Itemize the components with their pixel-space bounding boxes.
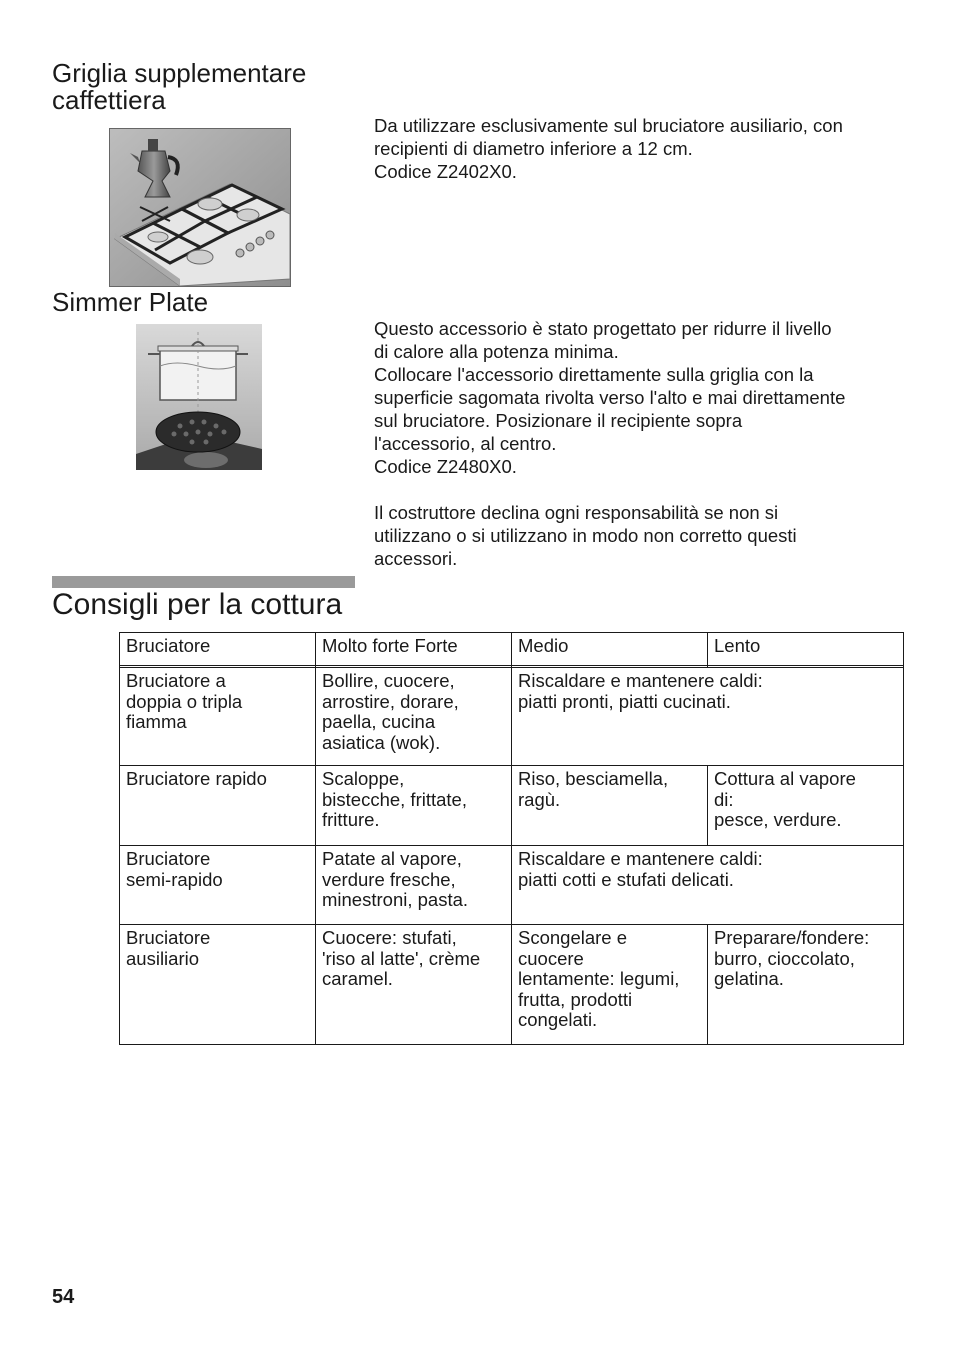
paragraph-line: sul bruciatore. Posizionare il recipiente sopra — [374, 410, 743, 431]
low-cell: Cottura al vapore di: pesce, verdure. — [708, 766, 904, 846]
section-divider-bar — [52, 576, 355, 588]
header-cell: Medio — [512, 633, 708, 666]
cooking-table — [119, 632, 904, 1045]
title-line: Griglia supplementare — [52, 58, 307, 88]
medium-low-cell: Riscaldare e mantenere caldi: piatti pronti, piatti cucinati. — [512, 668, 904, 766]
page-number: 54 — [52, 1286, 75, 1308]
header-cell: Molto forte Forte — [316, 633, 512, 666]
burner-cell: Bruciatore rapido — [120, 766, 316, 846]
medium-cell: Scongelare e cuocere lentamente: legumi, frutta, prodotti congelati. — [512, 925, 708, 1045]
paragraph-line: superficie sagomata rivolta verso l'alto e mai direttamente — [374, 387, 846, 408]
paragraph-line: l'accessorio, al centro. — [374, 433, 557, 454]
section-title-griglia — [52, 60, 306, 114]
low-cell: Preparare/fondere: burro, cioccolato, gelatina. — [708, 925, 904, 1045]
burner-cell: Bruciatore semi-rapido — [120, 846, 316, 925]
paragraph-spacer — [374, 478, 934, 501]
section-title-simmer: Simmer Plate — [52, 287, 209, 317]
table-row — [120, 846, 904, 925]
disclaimer-line: Il costruttore declina ogni responsabilità se non si — [374, 502, 779, 523]
burner-cell: Bruciatore ausiliario — [120, 925, 316, 1045]
simmer-description — [374, 317, 934, 570]
strong-cell: Patate al vapore, verdure fresche, minestroni, pasta. — [316, 846, 512, 925]
simmer-photo — [136, 324, 262, 470]
griglia-description — [374, 114, 934, 183]
strong-cell: Cuocere: stufati, 'riso al latte', crème caramel. — [316, 925, 512, 1045]
product-code: Codice Z2402X0. — [374, 161, 517, 182]
header-cell: Lento — [708, 633, 904, 666]
paragraph-line: Da utilizzare esclusivamente sul bruciatore ausiliario, con — [374, 115, 843, 136]
disclaimer-line: utilizzano o si utilizzano in modo non corretto questi — [374, 525, 797, 546]
disclaimer-line: accessori. — [374, 548, 458, 569]
title-line: caffettiera — [52, 85, 166, 115]
strong-cell: Bollire, cuocere, arrostire, dorare, paella, cucina asiatica (wok). — [316, 668, 512, 766]
medium-low-cell: Riscaldare e mantenere caldi: piatti cotti e stufati delicati. — [512, 846, 904, 925]
table-row — [120, 766, 904, 846]
coffee-grate-illustration — [110, 129, 290, 286]
medium-cell: Riso, besciamella, ragù. — [512, 766, 708, 846]
header-cell: Bruciatore — [120, 633, 316, 666]
paragraph-line: Questo accessorio è stato progettato per ridurre il livello — [374, 318, 832, 339]
burner-cell: Bruciatore a doppia o tripla fiamma — [120, 668, 316, 766]
paragraph-line: recipienti di diametro inferiore a 12 cm. — [374, 138, 693, 159]
paragraph-line: di calore alla potenza minima. — [374, 341, 619, 362]
product-code: Codice Z2480X0. — [374, 456, 517, 477]
table-row — [120, 668, 904, 766]
griglia-photo — [109, 128, 291, 287]
paragraph-line: Collocare l'accessorio direttamente sulla griglia con la — [374, 364, 814, 385]
table-header-row — [120, 633, 904, 666]
simmer-plate-illustration — [136, 324, 262, 470]
strong-cell: Scaloppe, bistecche, frittate, fritture. — [316, 766, 512, 846]
section-title-consigli: Consigli per la cottura — [52, 588, 343, 621]
table-row — [120, 925, 904, 1045]
